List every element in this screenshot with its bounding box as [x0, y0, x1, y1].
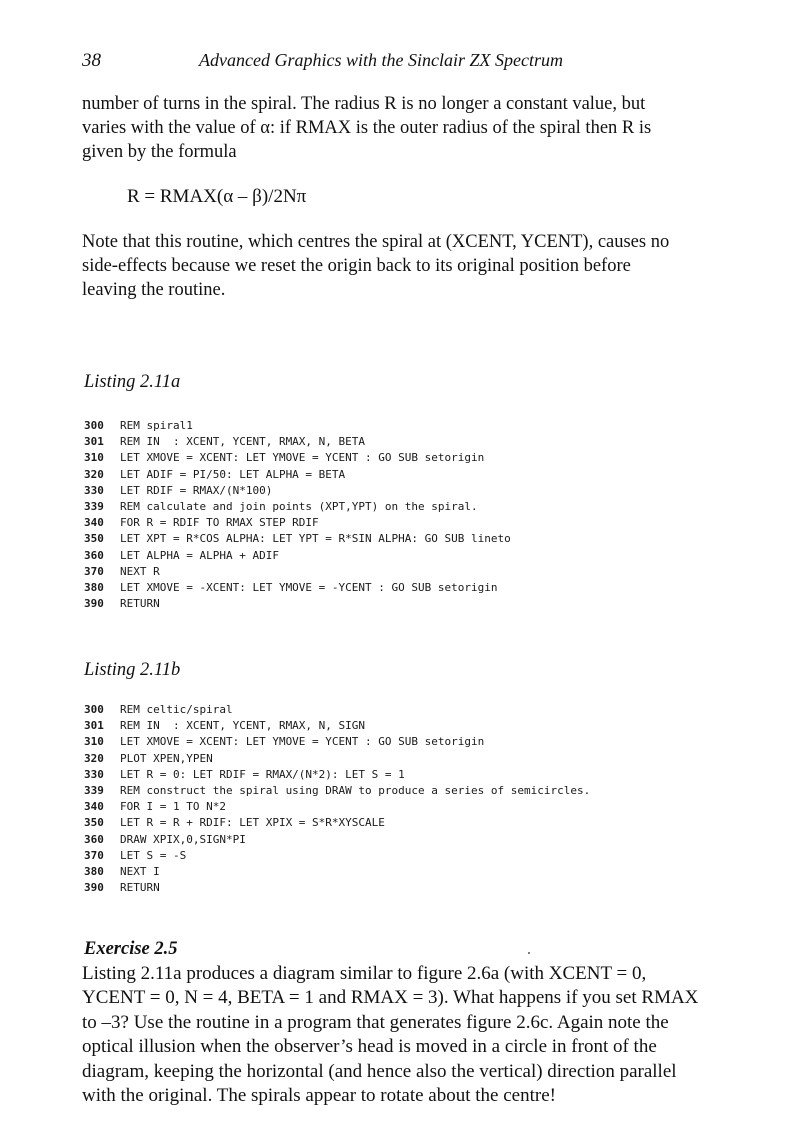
line-number: 320: [84, 467, 104, 481]
code-text: LET ALPHA = ALPHA + ADIF: [120, 548, 279, 562]
line-number: 301: [84, 719, 104, 733]
code-text: RETURN: [120, 597, 160, 611]
code-line: [84, 499, 511, 515]
code-line: [84, 832, 590, 848]
radius-formula: R = RMAX(α – β)/2Nπ: [127, 186, 307, 207]
code-line: [84, 596, 511, 612]
code-line: [84, 815, 590, 831]
line-number: 340: [84, 800, 104, 814]
text-line: leaving the routine.: [82, 280, 226, 300]
code-line: [84, 418, 511, 434]
code-text: FOR I = 1 TO N*2: [120, 800, 226, 814]
code-text: RETURN: [120, 881, 160, 895]
code-text: LET R = R + RDIF: LET XPIX = S*R*XYSCALE: [120, 816, 385, 830]
code-text: NEXT I: [120, 864, 160, 878]
print-speck: [528, 952, 530, 954]
line-number: 300: [84, 419, 104, 432]
line-number: 340: [84, 516, 104, 530]
line-number: 301: [84, 435, 104, 449]
text-line: Note that this routine, which centres the spiral at (XCENT, YCENT), causes no: [82, 232, 670, 252]
code-line: [84, 718, 590, 734]
code-line: [84, 434, 511, 450]
code-line: [84, 767, 590, 783]
line-number: 320: [84, 751, 104, 765]
page-header: [82, 50, 702, 76]
text-line: side-effects because we reset the origin back to its original position before: [82, 256, 631, 276]
line-number: 370: [84, 564, 104, 578]
code-text: REM construct the spiral using DRAW to produce a series of semicircles.: [120, 783, 591, 797]
text-line: given by the formula: [82, 142, 237, 162]
listing-a-title: Listing 2.11a: [84, 372, 181, 392]
listing-a-code: [84, 418, 511, 612]
code-line: [84, 702, 590, 718]
code-text: PLOT XPEN,YPEN: [120, 751, 213, 765]
code-line: [84, 467, 511, 483]
code-line: [84, 880, 590, 896]
code-text: REM calculate and join points (XPT,YPT) on the spiral.: [120, 499, 478, 513]
code-text: REM IN : XCENT, YCENT, RMAX, N, BETA: [120, 435, 366, 449]
code-text: LET R = 0: LET RDIF = RMAX/(N*2): LET S = 1: [120, 767, 405, 781]
code-line: [84, 450, 511, 466]
text-line: Listing 2.11a produces a diagram similar to figure 2.6a (with XCENT = 0,: [82, 963, 647, 984]
code-line: [84, 515, 511, 531]
code-line: [84, 799, 590, 815]
running-title: Advanced Graphics with the Sinclair ZX Spectrum: [199, 50, 563, 70]
line-number: 339: [84, 499, 104, 513]
line-number: 360: [84, 548, 104, 562]
line-number: 310: [84, 735, 104, 749]
code-line: [84, 483, 511, 499]
line-number: 380: [84, 580, 104, 594]
line-number: 350: [84, 816, 104, 830]
line-number: 310: [84, 451, 104, 465]
code-text: REM spiral1: [120, 419, 193, 432]
line-number: 300: [84, 703, 104, 716]
text-line: number of turns in the spiral. The radius R is no longer a constant value, but: [82, 94, 646, 114]
code-line: [84, 564, 511, 580]
page-number: 38: [82, 50, 101, 71]
code-text: LET XMOVE = XCENT: LET YMOVE = YCENT : GO SUB setorigin: [120, 451, 485, 465]
text-line: diagram, keeping the horizontal (and hence also the vertical) direction parallel: [82, 1060, 677, 1082]
code-text: REM IN : XCENT, YCENT, RMAX, N, SIGN: [120, 719, 366, 733]
code-text: LET XPT = R*COS ALPHA: LET YPT = R*SIN ALPHA: GO SUB lineto: [120, 532, 511, 546]
code-text: LET S = -S: [120, 848, 187, 862]
line-number: 350: [84, 532, 104, 546]
line-number: 360: [84, 832, 104, 846]
exercise-body: [82, 962, 712, 1108]
code-line: [84, 864, 590, 880]
code-line: [84, 751, 590, 767]
text-line: to –3? Use the routine in a program that generates figure 2.6c. Again note the: [82, 1011, 669, 1033]
code-text: LET XMOVE = -XCENT: LET YMOVE = -YCENT : GO SUB setorigin: [120, 580, 498, 594]
line-number: 330: [84, 767, 104, 781]
code-line: [84, 734, 590, 750]
line-number: 370: [84, 848, 104, 862]
code-text: NEXT R: [120, 564, 160, 578]
code-line: [84, 848, 590, 864]
code-text: REM celtic/spiral: [120, 703, 233, 716]
text-line: with the original. The spirals appear to rotate about the centre!: [82, 1084, 556, 1106]
listing-b-code: [84, 702, 590, 896]
code-text: DRAW XPIX,0,SIGN*PI: [120, 832, 246, 846]
text-line: YCENT = 0, N = 4, BETA = 1 and RMAX = 3). What happens if you set RMAX: [82, 987, 699, 1009]
code-text: LET ADIF = PI/50: LET ALPHA = BETA: [120, 467, 346, 481]
exercise-title: Exercise 2.5: [84, 939, 178, 959]
code-text: LET XMOVE = XCENT: LET YMOVE = YCENT : GO SUB setorigin: [120, 735, 485, 749]
line-number: 390: [84, 597, 104, 611]
intro-paragraph: [82, 92, 707, 164]
line-number: 330: [84, 483, 104, 497]
code-line: [84, 548, 511, 564]
code-line: [84, 531, 511, 547]
code-text: LET RDIF = RMAX/(N*100): [120, 483, 273, 497]
text-line: varies with the value of α: if RMAX is the outer radius of the spiral then R is: [82, 118, 652, 138]
text-line: optical illusion when the observer’s head is moved in a circle in front of the: [82, 1036, 657, 1058]
note-paragraph: [82, 230, 707, 302]
line-number: 380: [84, 864, 104, 878]
line-number: 390: [84, 881, 104, 895]
listing-b-title: Listing 2.11b: [84, 660, 181, 680]
code-line: [84, 580, 511, 596]
code-line: [84, 783, 590, 799]
code-text: FOR R = RDIF TO RMAX STEP RDIF: [120, 516, 319, 530]
line-number: 339: [84, 783, 104, 797]
